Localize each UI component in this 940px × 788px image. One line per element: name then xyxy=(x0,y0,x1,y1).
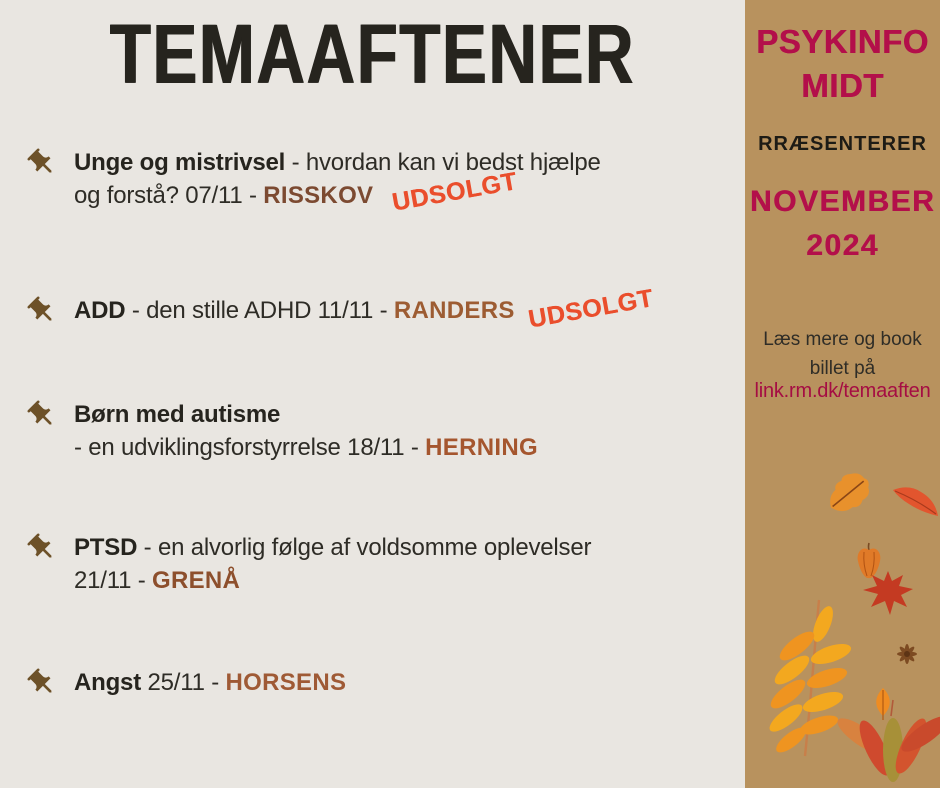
pushpin-icon xyxy=(26,146,74,212)
star-anise-icon xyxy=(891,640,923,668)
month-year xyxy=(745,180,940,268)
event-line-1: ADD - den stille ADHD 11/11 - RANDERS UDSOLGT xyxy=(74,294,734,327)
event-born-med-autisme xyxy=(26,398,734,464)
event-text xyxy=(74,398,734,464)
event-location: RISSKOV xyxy=(263,182,374,209)
brand-line-2: MIDT xyxy=(801,67,884,104)
event-unge-og-mistrivsel xyxy=(26,146,734,217)
presents-label: RRÆSENTERER xyxy=(758,133,927,155)
pushpin-icon xyxy=(26,294,74,332)
red-corner-leaf-icon xyxy=(891,482,940,518)
pushpin-icon xyxy=(26,398,74,464)
brand-title xyxy=(745,20,940,108)
event-text xyxy=(74,284,734,334)
event-text xyxy=(74,531,734,597)
cta-line-1: Læs mere og book xyxy=(763,329,922,350)
booking-link[interactable]: link.rm.dk/temaaften xyxy=(754,380,931,402)
brand-line-1: PSYKINFO xyxy=(756,23,929,60)
pushpin-icon xyxy=(26,531,74,597)
event-location: HORSENS xyxy=(225,669,347,696)
sold-out-badge: UDSOLGT xyxy=(525,284,656,334)
year-label: 2024 xyxy=(806,229,879,262)
event-line-2: og forstå? 07/11 - RISSKOV UDSOLGT xyxy=(74,179,734,212)
maple-leaf-icon xyxy=(861,569,915,617)
sidebar xyxy=(745,0,940,788)
oak-leaf-icon xyxy=(821,470,877,520)
event-line-1: PTSD - en alvorlig følge af voldsomme oplevelser xyxy=(74,534,592,561)
event-line-1: Børn med autisme xyxy=(74,401,281,428)
event-text xyxy=(74,666,734,704)
event-line-2: - en udviklingsforstyrrelse 18/11 - HERNING xyxy=(74,434,538,461)
creeper-leaf-icon xyxy=(831,698,940,788)
event-line-1: Unge og mistrivsel - hvordan kan vi bedst hjælpe xyxy=(74,149,601,176)
sold-out-badge: UDSOLGT xyxy=(390,167,520,217)
event-location: RANDERS xyxy=(393,297,515,324)
event-line-1: Angst 25/11 - HORSENS xyxy=(74,669,347,696)
event-add xyxy=(26,284,734,334)
event-line-2: 21/11 - GRENÅ xyxy=(74,567,241,594)
pushpin-icon xyxy=(26,666,74,704)
cta-line-2: billet på xyxy=(809,358,876,379)
cta-text xyxy=(745,325,940,383)
event-ptsd xyxy=(26,531,734,597)
month-label: NOVEMBER xyxy=(749,185,936,218)
event-angst xyxy=(26,666,734,704)
event-location: HERNING xyxy=(425,434,538,461)
event-location: GRENÅ xyxy=(152,567,241,594)
page-title: TEMAAFTENER xyxy=(109,7,636,101)
event-text xyxy=(74,146,734,217)
